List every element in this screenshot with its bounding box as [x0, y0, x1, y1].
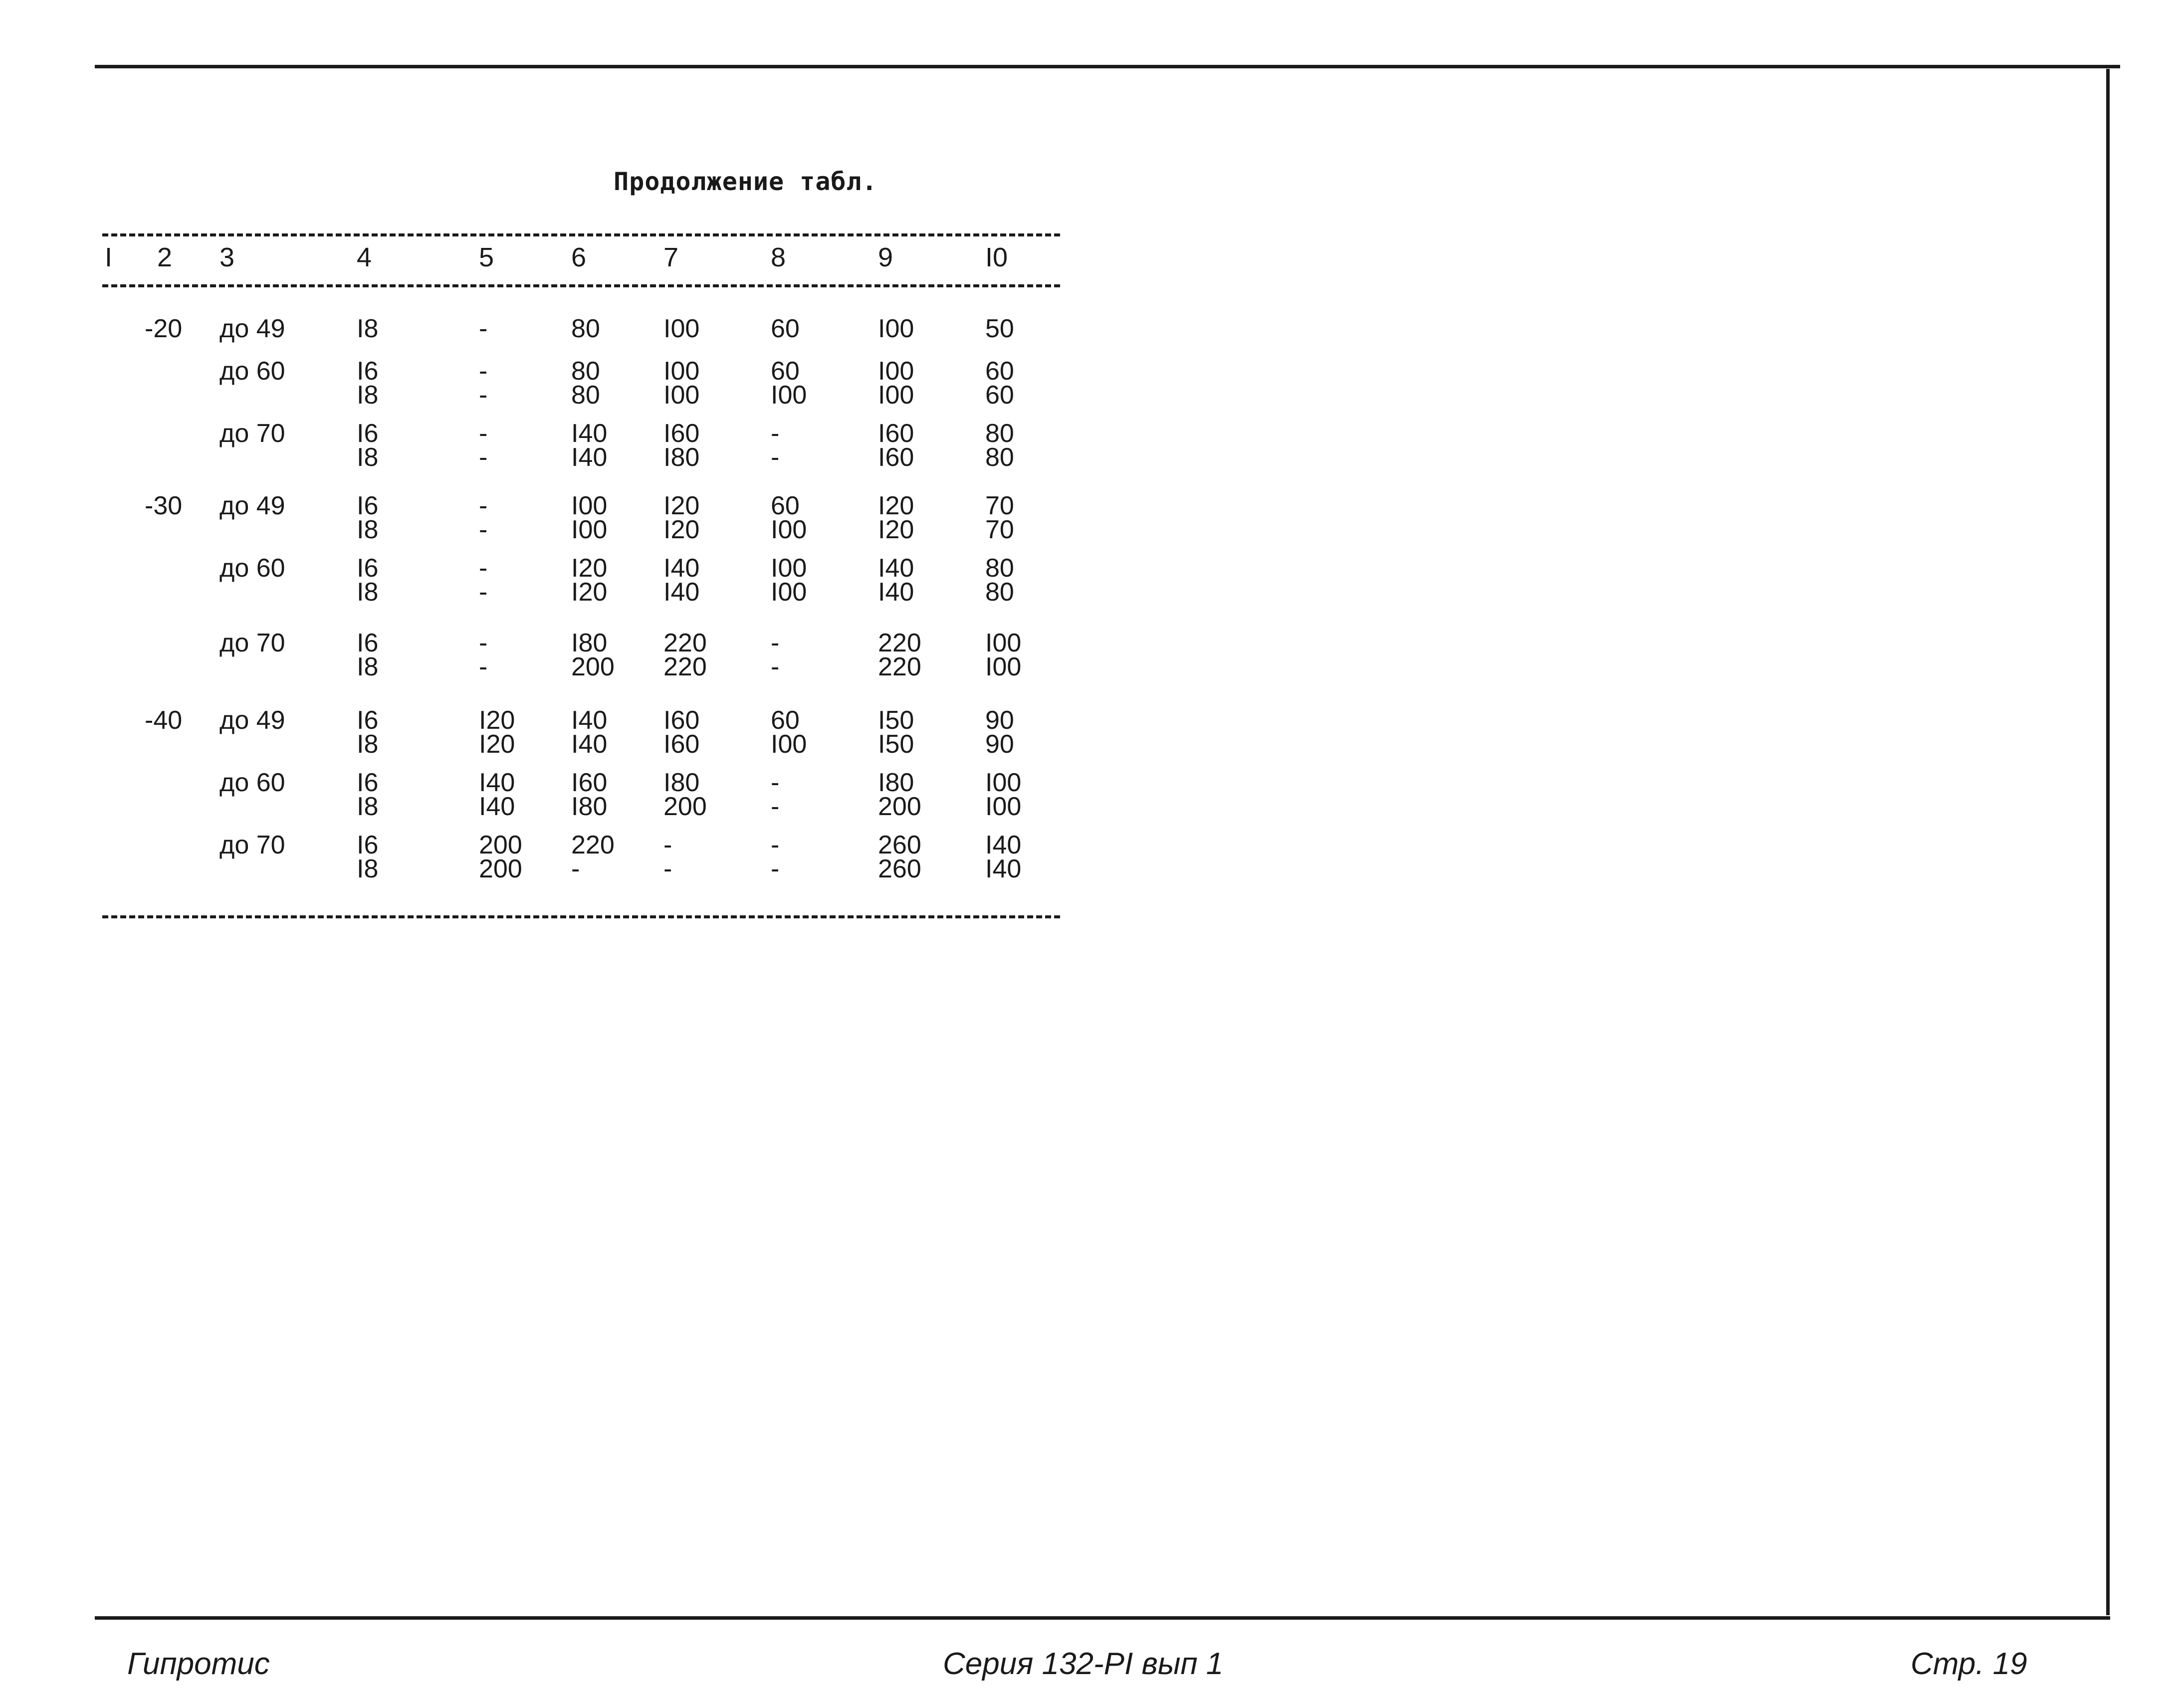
- table-bottom-rule: [102, 915, 1060, 918]
- header-col-4: 4: [357, 242, 372, 272]
- frame-right-border: [2106, 69, 2110, 1615]
- range-label: до 49: [219, 314, 285, 343]
- table-cell-col-7: I60 I60: [663, 706, 700, 759]
- table-cell-col-10: I00 I00: [985, 629, 1022, 681]
- table-cell-col-9: I80 200: [878, 768, 921, 821]
- table-cell-col-9: I20 I20: [878, 491, 914, 544]
- table-cell-col-6: 80 80: [571, 357, 600, 410]
- table-cell-col-4: I6 I8: [357, 629, 379, 681]
- table-cell-col-7: I60 I80: [663, 419, 700, 472]
- table-cell-col-9: 260 260: [878, 831, 921, 883]
- range-label: до 49: [219, 491, 285, 520]
- table-cell-col-5: -: [479, 314, 488, 343]
- range-label: до 60: [219, 768, 285, 797]
- table-cell-col-9: I40 I40: [878, 554, 914, 607]
- table-cell-col-7: - -: [663, 831, 672, 883]
- table-cell-col-9: 220 220: [878, 629, 921, 681]
- header-col-6: 6: [571, 242, 587, 272]
- header-col-10: I0: [985, 242, 1008, 272]
- range-label: до 70: [219, 419, 285, 448]
- footer-page-number: Стр. 19: [1911, 1647, 2027, 1681]
- table-cell-col-5: - -: [479, 357, 488, 410]
- table-top-rule: [102, 233, 1060, 236]
- table-cell-col-5: I40 I40: [479, 768, 515, 821]
- header-col-9: 9: [878, 242, 893, 272]
- table-cell-col-8: - -: [771, 629, 780, 681]
- table-cell-col-10: I00 I00: [985, 768, 1022, 821]
- table-cell-col-8: - -: [771, 768, 780, 821]
- table-cell-col-4: I6 I8: [357, 831, 379, 883]
- frame-bottom-border: [95, 1616, 2110, 1620]
- table-cell-col-8: 60 I00: [771, 706, 807, 759]
- table-cell-col-10: 70 70: [985, 491, 1014, 544]
- table-cell-col-7: I00 I00: [663, 357, 700, 410]
- table-cell-col-4: I8: [357, 314, 379, 343]
- table-cell-col-8: I00 I00: [771, 554, 807, 607]
- table-cell-col-8: - -: [771, 419, 780, 472]
- table-cell-col-4: I6 I8: [357, 768, 379, 821]
- table-cell-col-10: 60 60: [985, 357, 1014, 410]
- table-cell-col-10: 50: [985, 314, 1014, 343]
- table-cell-col-6: I80 200: [571, 629, 615, 681]
- header-col-2: 2: [157, 242, 173, 272]
- table-cell-col-6: I00 I00: [571, 491, 608, 544]
- table-cell-col-10: I40 I40: [985, 831, 1022, 883]
- frame-top-border: [95, 65, 2120, 68]
- header-col-5: 5: [479, 242, 494, 272]
- header-col-8: 8: [771, 242, 786, 272]
- table-cell-col-8: 60: [771, 314, 800, 343]
- table-cell-col-4: I6 I8: [357, 357, 379, 410]
- temperature-label: -20: [145, 314, 183, 343]
- table-cell-col-5: I20 I20: [479, 706, 515, 759]
- table-cell-col-10: 80 80: [985, 419, 1014, 472]
- footer-organization: Гипротис: [127, 1647, 270, 1681]
- table-cell-col-10: 90 90: [985, 706, 1014, 759]
- header-col-1: I: [105, 242, 113, 272]
- table-cell-col-6: I40 I40: [571, 419, 608, 472]
- range-label: до 49: [219, 706, 285, 735]
- table-cell-col-4: I6 I8: [357, 491, 379, 544]
- header-col-3: 3: [219, 242, 235, 272]
- table-cell-col-10: 80 80: [985, 554, 1014, 607]
- temperature-label: -40: [145, 706, 183, 735]
- table-cell-col-7: I00: [663, 314, 700, 343]
- table-cell-col-7: 220 220: [663, 629, 707, 681]
- table-cell-col-8: 60 I00: [771, 357, 807, 410]
- table-header-rule: [102, 284, 1060, 287]
- table-cell-col-4: I6 I8: [357, 419, 379, 472]
- range-label: до 60: [219, 357, 285, 386]
- table-cell-col-6: 80: [571, 314, 600, 343]
- table-cell-col-5: - -: [479, 491, 488, 544]
- table-cell-col-9: I50 I50: [878, 706, 914, 759]
- table-cell-col-5: - -: [479, 629, 488, 681]
- table-cell-col-5: 200 200: [479, 831, 522, 883]
- table-continuation-title: Продолжение табл.: [614, 167, 877, 196]
- table-cell-col-7: I80 200: [663, 768, 707, 821]
- table-cell-col-5: - -: [479, 419, 488, 472]
- table-cell-col-7: I40 I40: [663, 554, 700, 607]
- table-cell-col-4: I6 I8: [357, 706, 379, 759]
- table-cell-col-7: I20 I20: [663, 491, 700, 544]
- footer-series: Серия 132-PI вып 1: [943, 1647, 1224, 1681]
- table-cell-col-5: - -: [479, 554, 488, 607]
- range-label: до 60: [219, 554, 285, 583]
- range-label: до 70: [219, 831, 285, 859]
- table-cell-col-4: I6 I8: [357, 554, 379, 607]
- table-cell-col-8: 60 I00: [771, 491, 807, 544]
- table-cell-col-8: - -: [771, 831, 780, 883]
- table-cell-col-6: I20 I20: [571, 554, 608, 607]
- table-cell-col-9: I00 I00: [878, 357, 914, 410]
- header-col-7: 7: [663, 242, 679, 272]
- temperature-label: -30: [145, 491, 183, 520]
- table-cell-col-9: I60 I60: [878, 419, 914, 472]
- table-cell-col-9: I00: [878, 314, 914, 343]
- range-label: до 70: [219, 629, 285, 657]
- table-cell-col-6: I40 I40: [571, 706, 608, 759]
- table-cell-col-6: 220 -: [571, 831, 615, 883]
- table-cell-col-6: I60 I80: [571, 768, 608, 821]
